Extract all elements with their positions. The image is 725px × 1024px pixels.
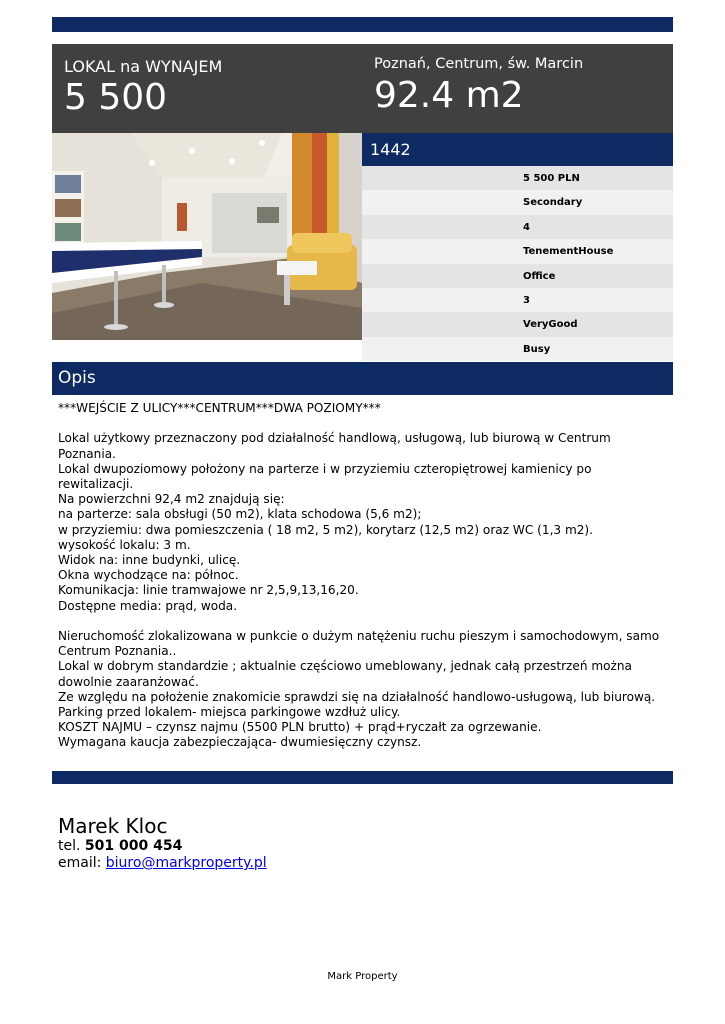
description-body <box>58 401 670 751</box>
description-line: Parking przed lokalem- miejsca parkingowe wzdłuż ulicy. <box>58 705 401 720</box>
description-line: Dostępne media: prąd, woda. <box>58 598 238 613</box>
details-value: Secondary <box>523 197 583 209</box>
phone-number[interactable]: 501 000 454 <box>84 838 183 854</box>
details-value: 5 500 PLN <box>523 173 580 184</box>
description-line: Na powierzchni 92,4 m2 znajdują się: <box>58 492 285 507</box>
listing-id-bar <box>362 133 673 166</box>
description-line: na parterze: sala obsługi (50 m2), klata schodowa (5,6 m2); <box>58 507 422 522</box>
details-row <box>362 166 673 190</box>
description-line: Lokal dwupoziomowy położony na parterze i w przyziemiu czteropiętrowej kamienicy po rewitalizacji. <box>58 461 592 491</box>
details-value: 4 <box>523 221 530 233</box>
price-headline: 5 500 <box>64 77 168 118</box>
description-line: ***WEJŚCIE Z ULICY***CENTRUM***DWA POZIOMY*** <box>58 401 381 415</box>
listing-header <box>52 44 673 133</box>
details-row <box>362 215 673 239</box>
details-row <box>362 288 673 312</box>
agent-phone-line <box>58 838 267 855</box>
details-table <box>362 166 673 361</box>
offer-type-label: LOKAL na WYNAJEM <box>64 57 223 76</box>
details-row <box>362 337 673 361</box>
agent-contact <box>58 815 267 872</box>
description-line: wysokość lokalu: 3 m. <box>58 537 191 552</box>
agent-name: Marek Kloc <box>58 814 168 838</box>
description-line: w przyziemiu: dwa pomieszczenia ( 18 m2, 5 m2), korytarz (12,5 m2) oraz WC (1,3 m2). <box>58 522 593 537</box>
description-header <box>52 362 673 395</box>
listing-id: 1442 <box>370 140 411 159</box>
details-value: 3 <box>523 294 530 306</box>
description-line: Lokal w dobrym standardzie ; aktualnie częściowo umeblowany, jednak całą przestrzeń można dowolnie zaaranżować. <box>58 659 632 689</box>
description-line: Nieruchomość zlokalizowana w punkcie o dużym natężeniu ruchu pieszym i samochodowym, samo Centrum Poznania.. <box>58 629 660 659</box>
description-line: Ze względu na położenie znakomicie sprawdzi się na działalność handlowo-usługową, lub biurową. <box>58 689 656 704</box>
description-line: Wymagana kaucja zabezpieczająca- dwumiesięczny czynsz. <box>58 735 422 750</box>
details-row <box>362 312 673 336</box>
footer-company: Mark Property <box>327 971 398 982</box>
description-line: Okna wychodzące na: północ. <box>58 568 239 583</box>
email-label: email: <box>58 855 102 871</box>
details-value: TenementHouse <box>523 246 614 258</box>
description-line: KOSZT NAJMU – czynsz najmu (5500 PLN brutto) + prąd+ryczałt za ogrzewanie. <box>58 720 542 735</box>
details-row <box>362 190 673 214</box>
property-photo <box>52 133 362 340</box>
location-label: Poznań, Centrum, św. Marcin <box>374 56 584 72</box>
agent-email-line <box>58 855 267 872</box>
email-link[interactable]: biuro@markproperty.pl <box>105 855 267 871</box>
phone-label: tel. <box>58 838 81 854</box>
details-row <box>362 239 673 263</box>
description-line: Lokal użytkowy przeznaczony pod działalność handlową, usługową, lub biurową w Centrum Poznania. <box>58 431 611 461</box>
area-headline: 92.4 m2 <box>374 75 524 116</box>
details-value: Office <box>523 270 556 282</box>
details-value: VeryGood <box>523 319 578 331</box>
details-row <box>362 264 673 288</box>
details-value: Busy <box>523 343 551 355</box>
bottom-accent-bar <box>52 771 673 784</box>
description-title: Opis <box>58 368 96 388</box>
description-line: Widok na: inne budynki, ulicę. <box>58 553 241 568</box>
top-accent-bar <box>52 17 673 32</box>
description-line: Komunikacja: linie tramwajowe nr 2,5,9,13,16,20. <box>58 583 359 598</box>
